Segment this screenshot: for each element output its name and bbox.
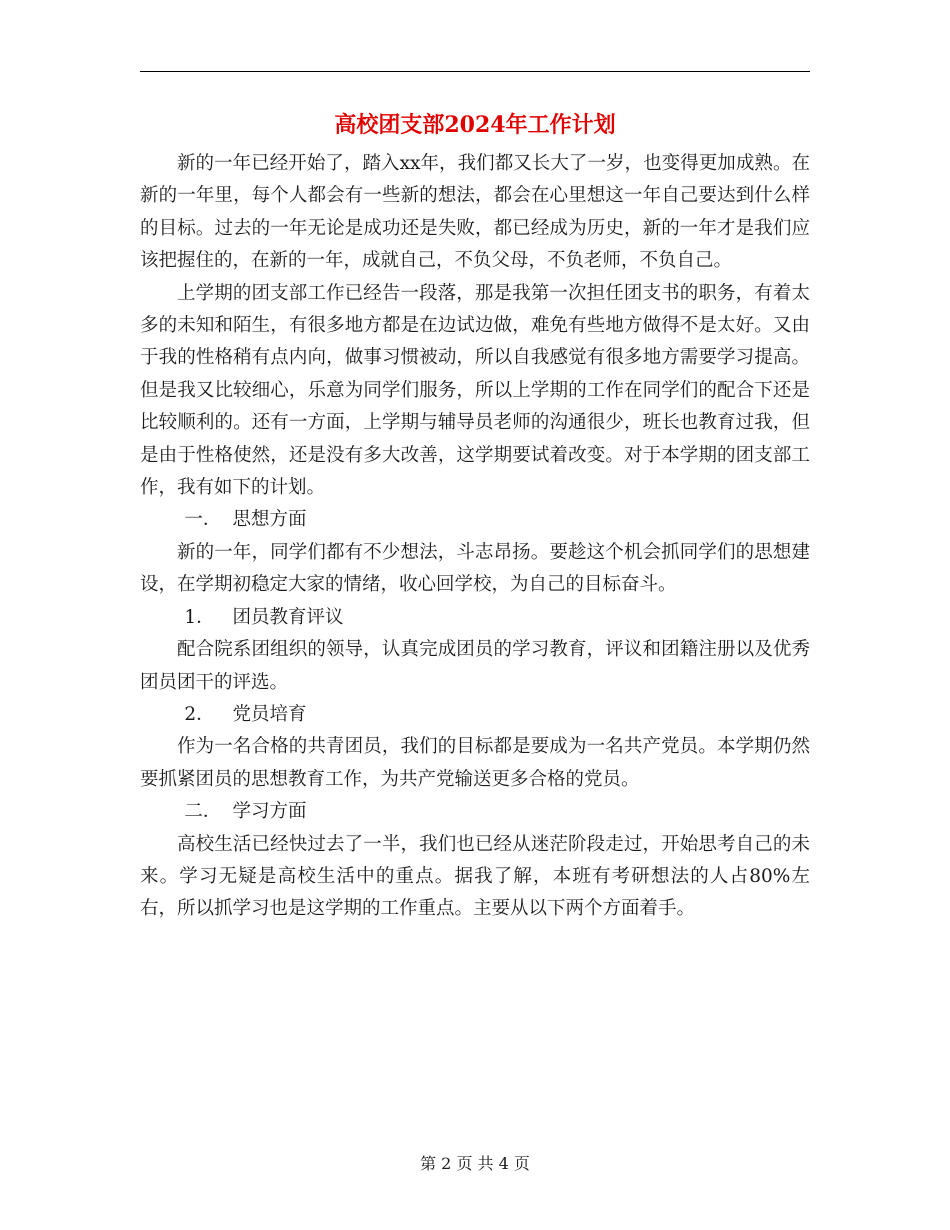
subsection-number: 2． [184, 703, 215, 725]
section-paragraph-thought: 新的一年，同学们都有不少想法，斗志昂扬。要趁这个机会抓同学们的思想建设，在学期初稳定大家的情绪，收心回学校，为自己的目标奋斗。 [140, 541, 810, 596]
document-body [140, 148, 810, 926]
subsection-title: 团员教育评议 [232, 606, 344, 628]
section-paragraph-study: 高校生活已经快过去了一半，我们也已经从迷茫阶段走过，开始思考自己的未来。学习无疑是高校生活中的重点。据我了解，本班有考研想法的人占80%左右，所以抓学习也是这学期的工作重点。主要从以下两个方面着手。 [140, 833, 810, 920]
section-title: 思想方面 [232, 509, 307, 531]
page-footer: 第 2 页 共 4 页 [420, 1154, 530, 1173]
intro-paragraph: 新的一年已经开始了，踏入xx年，我们都又长大了一岁，也变得更加成熟。在新的一年里，每个人都会有一些新的想法，都会在心里想这一年自己要达到什么样的目标。过去的一年无论是成功还是失败，都已经成为历史，新的一年才是我们应该把握住的，在新的一年，成就自己，不负父母，不负老师，不负自己。 [140, 153, 810, 272]
subsection-heading-party-cultivation [140, 699, 810, 731]
subsection-heading-member-education [140, 602, 810, 634]
section-number: 二． [184, 801, 222, 823]
section-heading-study [140, 796, 810, 828]
section-heading-thought [140, 504, 810, 536]
review-paragraph: 上学期的团支部工作已经告一段落，那是我第一次担任团支书的职务，有着太多的未知和陌生，有很多地方都是在边试边做，难免有些地方做得不是太好。又由于我的性格稍有点内向，做事习惯被动，所以自我感觉有很多地方需要学习提高。但是我又比较细心，乐意为同学们服务，所以上学期的工作在同学们的配合下还是比较顺利的。还有一方面，上学期与辅导员老师的沟通很少，班长也教育过我，但是由于性格使然，还是没有多大改善，这学期要试着改变。对于本学期的团支部工作，我有如下的计划。 [140, 282, 810, 499]
subsection-title: 党员培育 [232, 703, 307, 725]
header-rule [140, 71, 810, 72]
subsection-paragraph-party-cultivation: 作为一名合格的共青团员，我们的目标都是要成为一名共产党员。本学期仍然要抓紧团员的思想教育工作，为共产党输送更多合格的党员。 [140, 736, 810, 790]
document-title: 高校团支部2024年工作计划 [334, 112, 616, 138]
section-number: 一． [184, 509, 222, 531]
subsection-number: 1． [184, 606, 215, 628]
section-title: 学习方面 [232, 801, 307, 823]
subsection-paragraph-member-education: 配合院系团组织的领导，认真完成团员的学习教育，评议和团籍注册以及优秀团员团干的评选。 [140, 639, 810, 693]
